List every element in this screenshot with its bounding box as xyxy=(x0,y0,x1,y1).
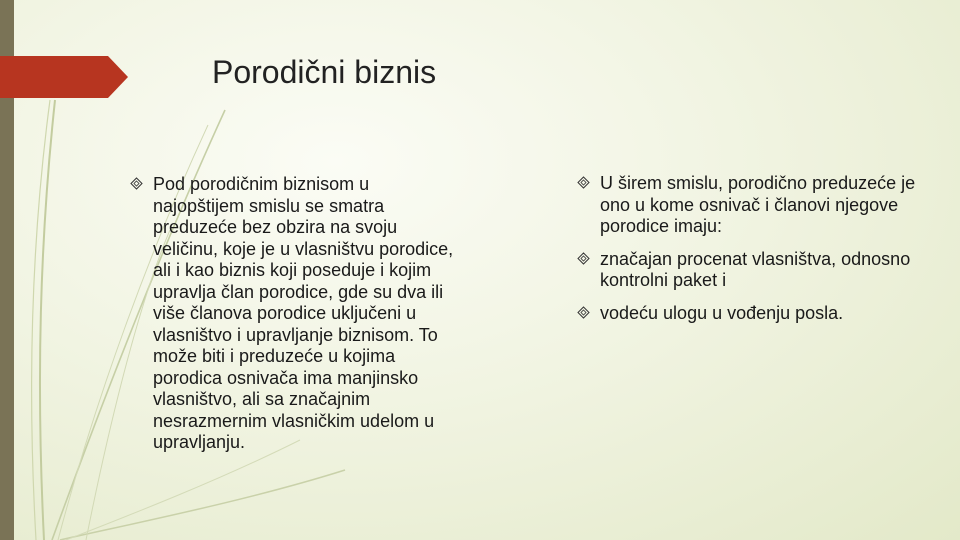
bullet-item xyxy=(130,174,460,454)
bullet-text: značajan procenat vlasništva, odnosno kontrolni paket i xyxy=(600,248,911,290)
diamond-bullet-icon xyxy=(577,252,590,265)
left-bullet-list xyxy=(130,174,460,454)
right-bullet-list xyxy=(577,173,932,335)
bullet-text: vodeću ulogu u vođenju posla. xyxy=(600,302,844,323)
bullet-text: U širem smislu, porodično preduzeće je ono u kome osnivač i članovi njegove porodice imaju: xyxy=(600,173,916,236)
diamond-bullet-icon xyxy=(130,177,143,190)
bullet-text: Pod porodičnim biznisom u najopštijem smislu se smatra preduzeće bez obzira na svoju veličinu, koje je u vlasništvu porodice, ali i kao biznis koji poseduje i kojim upravlja član porodice, gde su dva ili više članova porodice uključeni u vlasništvo i upravljanje biznisom. To može biti i preduzeće u kojima porodica osnivača ima manjinsko vlasništvo, ali sa značajnim nesrazmernim vlasničkim udelom u upravljanju. xyxy=(153,174,454,452)
bullet-item xyxy=(577,249,932,292)
bullet-item xyxy=(577,303,932,325)
title-accent-tab xyxy=(0,56,128,98)
diamond-bullet-icon xyxy=(577,306,590,319)
slide-title: Porodični biznis xyxy=(212,54,437,90)
diamond-bullet-icon xyxy=(577,176,590,189)
bullet-item xyxy=(577,173,932,238)
